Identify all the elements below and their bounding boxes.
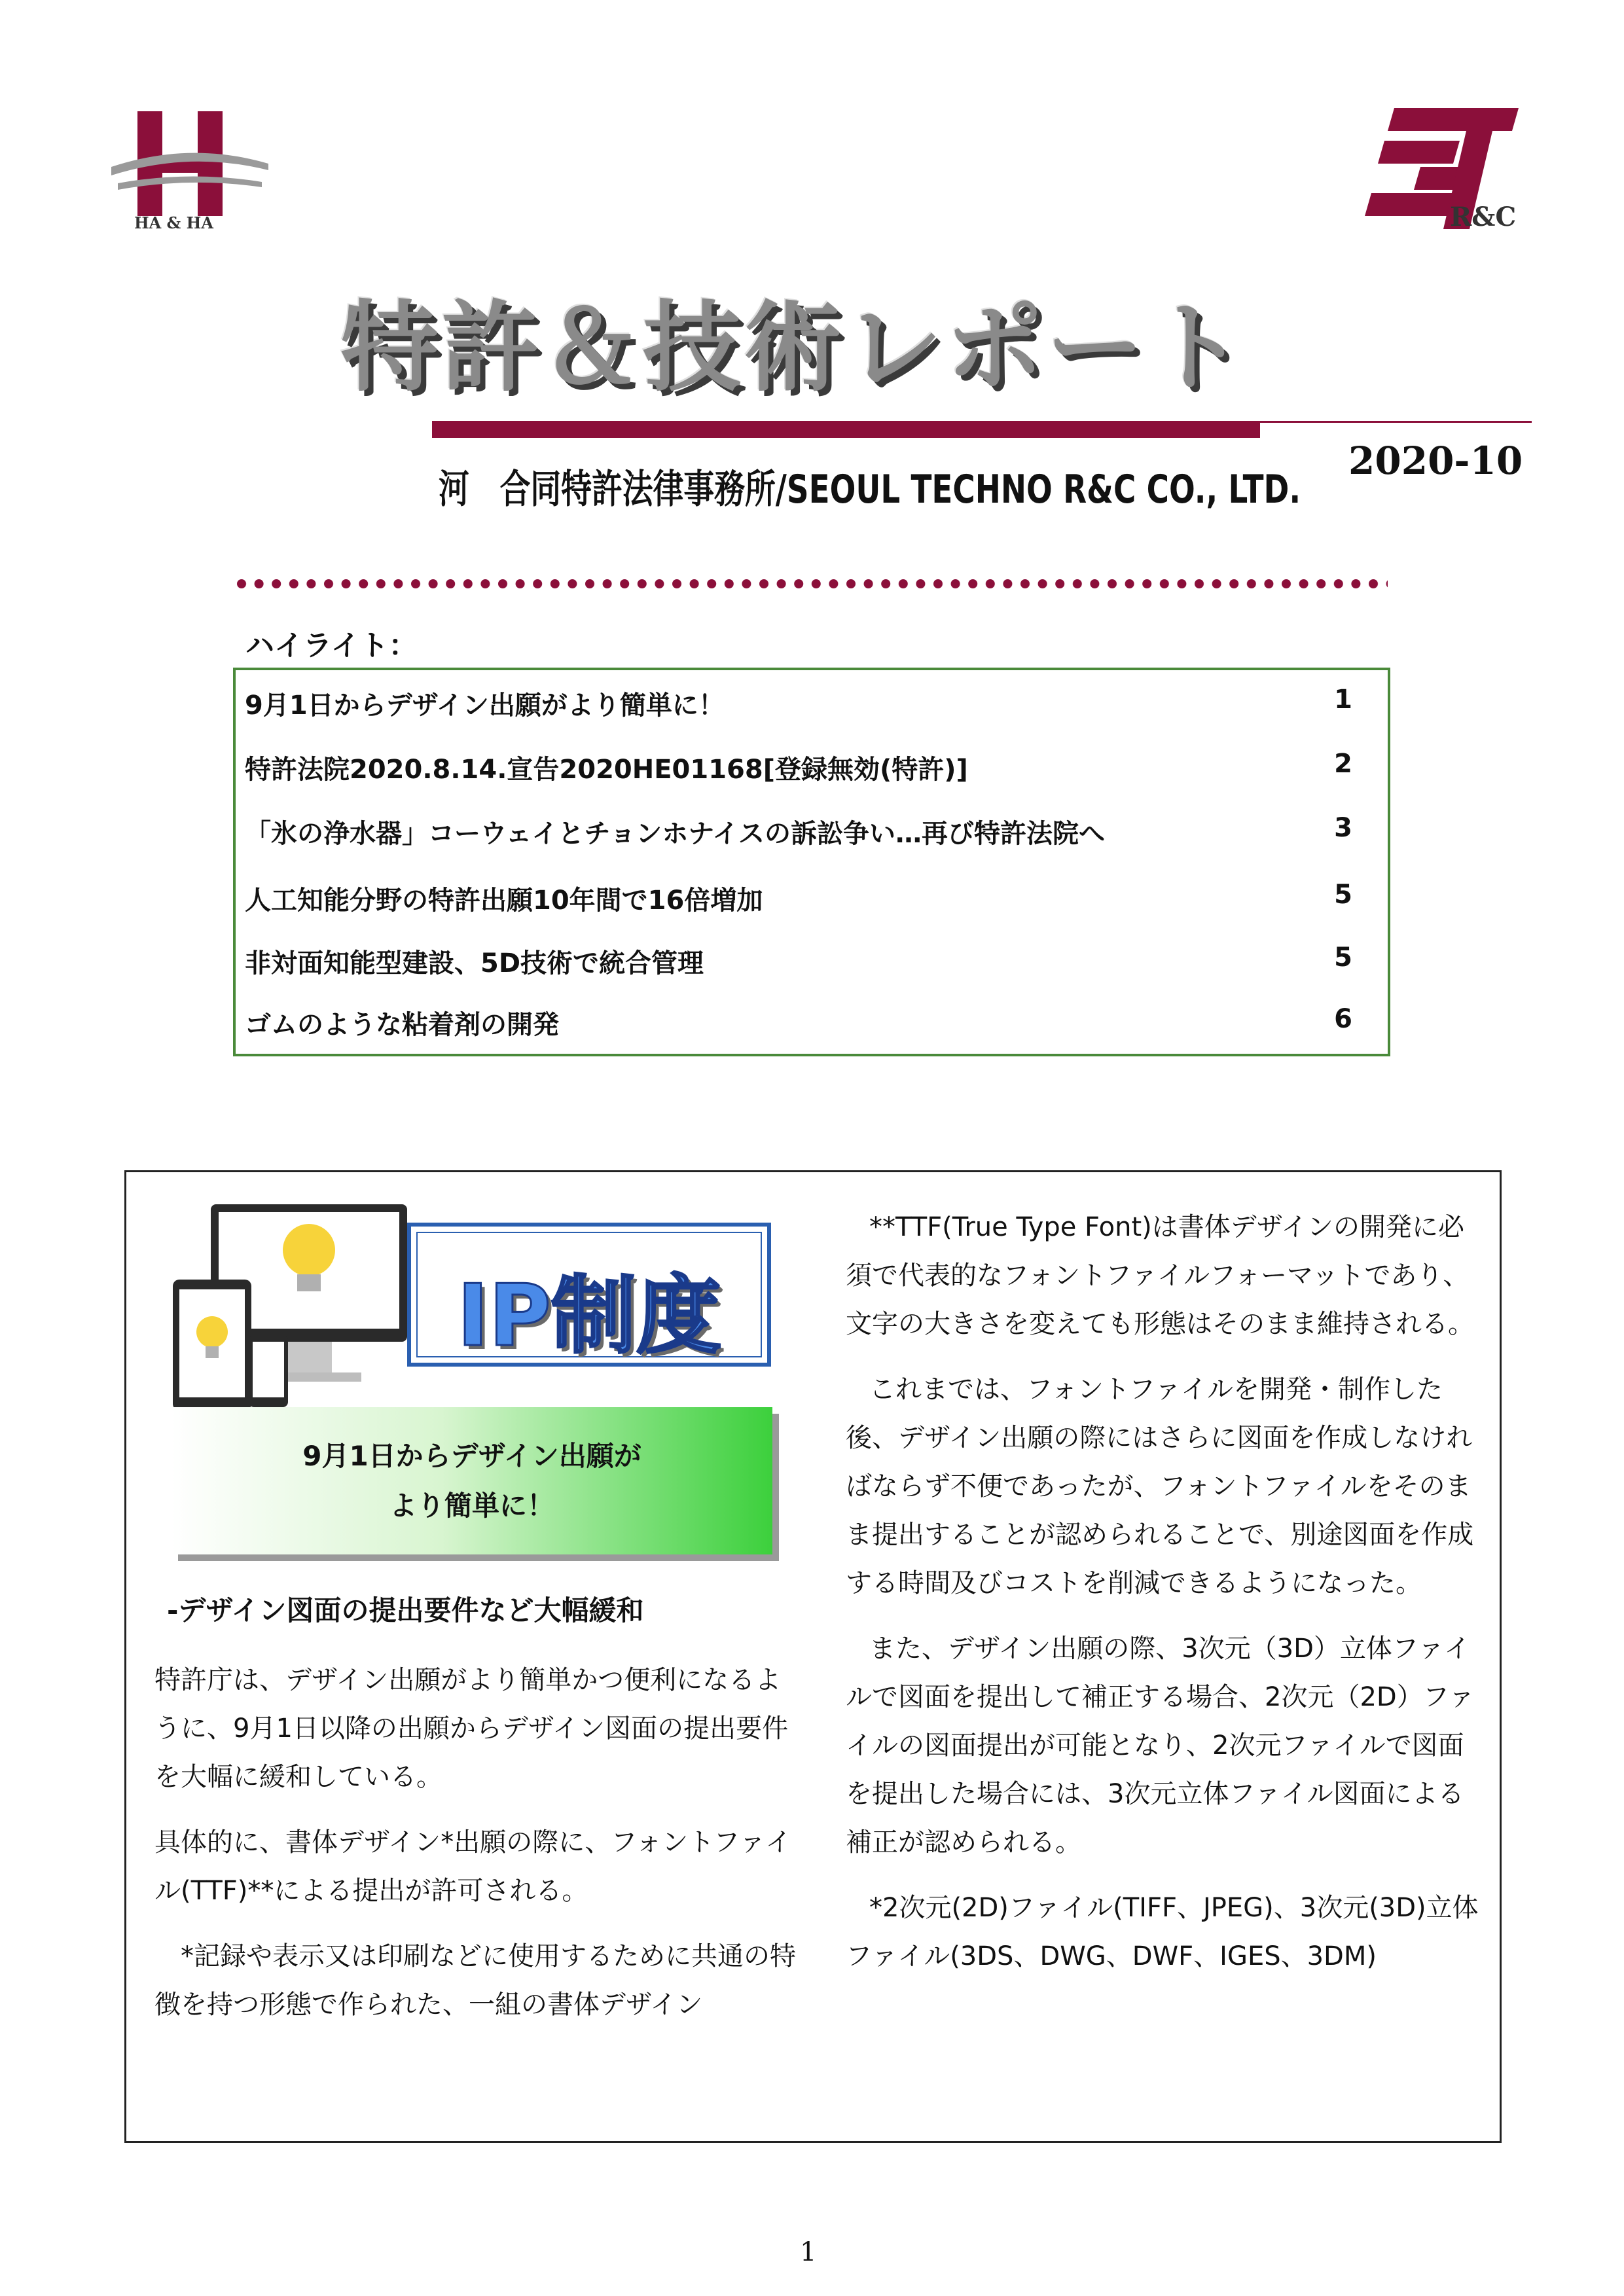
- title-underline-bar: [432, 421, 1260, 438]
- article-footnote: **TTF(True Type Font)は書体デザインの開発に必須で代表的なフォントファイルフォーマットであり、文字の大きさを変えても形態はそのまま維持される。: [846, 1212, 1474, 1339]
- article-paragraph: 特許庁は、デザイン出願がより簡単かつ便利になるように、9月1日以降の出願からデザイン図面の提出要件を大幅に緩和している。: [154, 1665, 789, 1792]
- ip-system-category: IP制度: [457, 1266, 721, 1365]
- article-paragraph: これまでは、フォントファイルを開発・制作した後、デザイン出願の際にはさらに図面を作成しなければならず不便であったが、フォントファイルをそのまま提出することが認められることで、別途図面を作成する時間及びコストを削減できるようになった。: [846, 1374, 1474, 1598]
- ha-ha-logo-label: HA & HA: [134, 213, 213, 232]
- seoul-techno-logo-label: R&C: [1450, 202, 1517, 232]
- highlight-page: 5: [1334, 942, 1352, 973]
- highlight-item[interactable]: [245, 742, 1379, 788]
- article-left-column: [154, 1656, 796, 2046]
- highlight-item[interactable]: [245, 806, 1379, 852]
- highlight-page: 1: [1334, 685, 1352, 715]
- article-right-column: [846, 1203, 1487, 1998]
- dotted-divider: [236, 577, 1388, 590]
- article-paragraph: また、デザイン出願の際、3次元（3D）立体ファイルで図面を提出して補正する場合、2次元（2D）ファイルの図面提出が可能となり、2次元ファイルで図面を提出した場合には、3次元立体ファイル図面による補正が認められる。: [846, 1634, 1475, 1857]
- devices-lightbulb-icon: [171, 1201, 414, 1417]
- article-headline-line2: より簡単に！: [389, 1490, 554, 1522]
- highlight-title: 9月1日からデザイン出願がより簡単に！: [245, 691, 725, 721]
- highlight-item[interactable]: [245, 997, 1379, 1043]
- page-number: 1: [800, 2237, 817, 2267]
- article-footnote: *2次元(2D)ファイル(TIFF、JPEG)、3次元(3D)立体ファイル(3DS、DWG、DWF、IGES、3DM): [846, 1893, 1479, 1971]
- highlight-item[interactable]: [245, 936, 1379, 982]
- highlight-item[interactable]: [245, 678, 1379, 724]
- highlight-page: 6: [1334, 1004, 1352, 1034]
- article-headline-line1: 9月1日からデザイン出願が: [302, 1440, 641, 1472]
- highlights-label: ハイライト：: [245, 629, 418, 662]
- highlight-title: 非対面知能型建設、5D技術で統合管理: [245, 948, 704, 978]
- ip-system-banner-inner: [416, 1232, 762, 1365]
- report-title: 特許＆技術レポート: [340, 291, 1248, 405]
- highlight-title: 人工知能分野の特許出願10年間で16倍増加: [245, 886, 763, 916]
- article-headline-box: [171, 1407, 772, 1554]
- highlights-box: [233, 668, 1390, 1056]
- title-underline-line: [1260, 421, 1532, 423]
- highlight-page: 2: [1334, 749, 1352, 779]
- highlight-title: 特許法院2020.8.14.宣告2020HE01168[登録無効(特許)]: [245, 755, 968, 785]
- highlight-title: 「氷の浄水器」コーウェイとチョンホナイスの訴訟争い…再び特許法院へ: [245, 819, 1105, 849]
- article-paragraph: 具体的に、書体デザイン*出願の際に、フォントファイル(TTF)**による提出が許可される。: [154, 1827, 792, 1906]
- article-footnote: *記録や表示又は印刷などに使用するために共通の特徴を持つ形態で作られた、一組の書体デザイン: [154, 1941, 796, 2020]
- ip-system-banner: [407, 1223, 771, 1367]
- company-name: 河 合同特許法律事務所/SEOUL TECHNO R&C CO., LTD.: [439, 467, 1301, 512]
- highlight-page: 3: [1334, 813, 1352, 843]
- article-subheading: -デザイン図面の提出要件など大幅緩和: [167, 1594, 644, 1626]
- highlight-title: ゴムのような粘着剤の開発: [245, 1010, 559, 1040]
- issue-date: 2020-10: [1348, 439, 1523, 483]
- highlight-item[interactable]: [245, 873, 1379, 919]
- highlight-page: 5: [1334, 880, 1352, 910]
